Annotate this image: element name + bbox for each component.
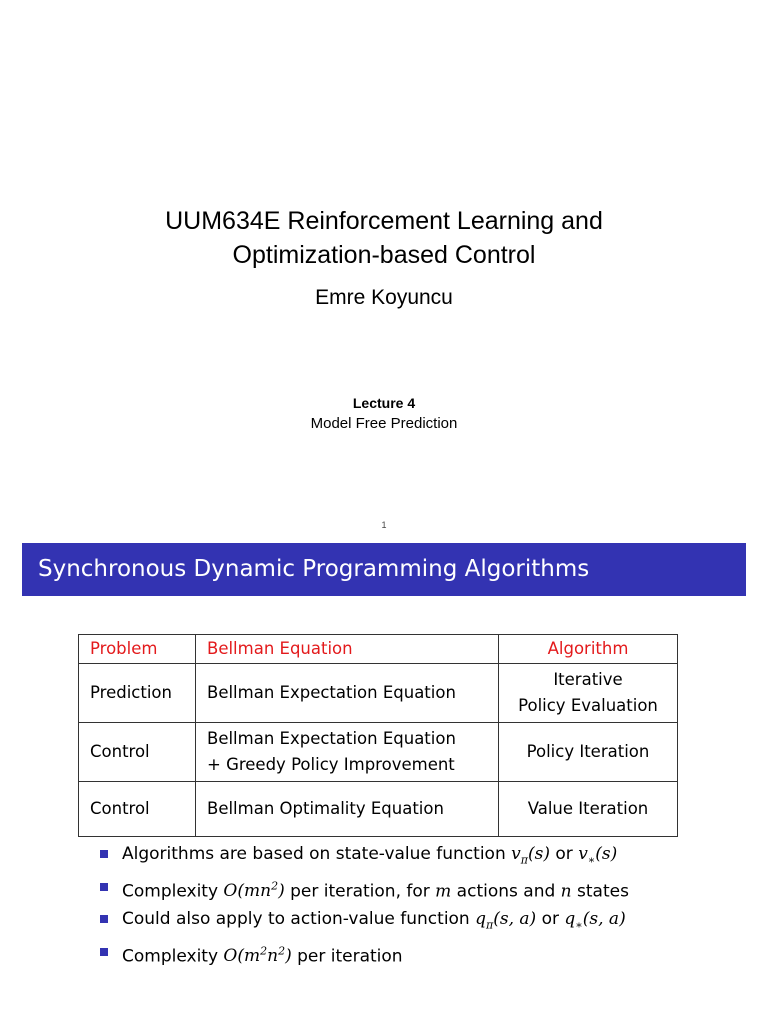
cell-algorithm [499,664,678,723]
formula-complexity-m2n2: $O(m^2n^2)$ [223,944,292,967]
table-row [79,664,678,723]
bullet-square-icon [100,915,108,923]
table-row [79,782,678,837]
lecture-number: Lecture 4 [352,395,416,411]
bullet-square-icon [100,948,108,956]
list-item [100,838,720,871]
bullet-text: Could also apply to action-value function [122,909,476,929]
page-number: 1 [381,520,387,530]
bullet-end: states [571,881,629,902]
formula-q-pi: $q_\pi(s$, a) [475,909,537,932]
cell-algorithm: Policy Iteration [499,723,678,782]
bullet-or: or [536,909,565,929]
list-item [100,903,720,936]
algorithms-table [78,634,678,837]
table-header-row [79,635,678,664]
equation-line2: + Greedy Policy Improvement [207,755,455,774]
course-title-line2: Optimization-based Control [232,241,536,269]
formula-v-star: $v_∗(s)$ [578,844,618,867]
cell-equation: Bellman Optimality Equation [196,782,499,837]
list-item [100,871,720,904]
cell-algorithm: Value Iteration [499,782,678,837]
formula-q-star: $q_∗(s$, a) [564,909,626,932]
bullet-tail: per iteration, for [284,881,436,902]
cell-equation [196,723,499,782]
var-m: m [435,881,452,902]
header-problem: Problem [79,635,196,664]
bullet-or: or [549,844,579,864]
bullet-text: Complexity [122,946,224,967]
cell-problem: Control [79,782,196,837]
algorithm-line2: Policy Evaluation [518,696,658,715]
course-title-line1: UUM634E Reinforcement Learning and [165,207,603,235]
equation-line1: Bellman Expectation Equation [207,729,456,748]
bullet-mid: actions and [451,881,561,902]
bullet-tail: per iteration [291,946,403,967]
header-bellman-equation: Bellman Equation [196,635,499,664]
bullet-text: Algorithms are based on state-value function [122,844,512,864]
header-algorithm: Algorithm [499,635,678,664]
course-title [0,204,768,272]
cell-equation: Bellman Expectation Equation [196,664,499,723]
cell-problem: Control [79,723,196,782]
cell-problem: Prediction [79,664,196,723]
bullet-list [100,838,720,968]
lecture-topic: Model Free Prediction [310,415,458,432]
var-n: n [560,881,572,902]
formula-v-pi: $v_\pi(s)$ [511,844,550,867]
bullet-square-icon [100,850,108,858]
slide-header: Synchronous Dynamic Programming Algorithms [22,543,746,596]
author-name: Emre Koyuncu [315,286,453,309]
algorithm-line1: Iterative [553,670,623,689]
formula-complexity-mn2: $O(mn^2)$ [223,879,285,902]
table-row [79,723,678,782]
list-item [100,936,720,969]
bullet-square-icon [100,883,108,891]
bullet-text: Complexity [122,881,224,902]
